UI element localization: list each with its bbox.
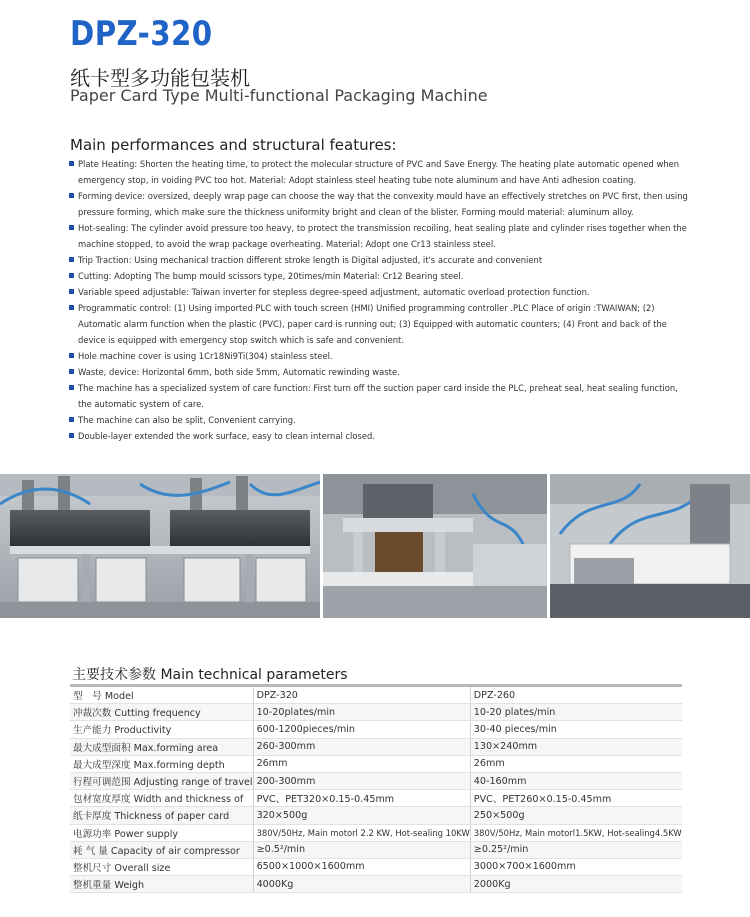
square-bullet-icon (69, 369, 74, 374)
table-row: 纸卡厚度 Thickness of paper card 320×500g 250×500g (70, 807, 682, 824)
feature-item: The machine has a specialized system of care function: First turn off the suction paper card inside the PLC, preheat seal, heat sealing function, the automatic system of care. (69, 380, 689, 412)
features-list (69, 156, 689, 444)
square-bullet-icon (69, 417, 74, 422)
feature-item: Double-layer extended the work surface, easy to clean internal closed. (69, 428, 689, 444)
square-bullet-icon (69, 289, 74, 294)
feature-item: Trip Traction: Using mechanical traction different stroke length is Digital adjusted, it's accurate and convenient (69, 252, 689, 268)
square-bullet-icon (69, 273, 74, 278)
table-row: 型 号 Model DPZ-320 DPZ-260 (70, 686, 682, 704)
feature-item: Cutting: Adopting The bump mould scissors type, 20times/min Material: Cr12 Bearing steel. (69, 268, 689, 284)
table-row: 冲裁次数 Cutting frequency 10-20plates/min 10-20 plates/min (70, 704, 682, 721)
machine-photo-sealing (550, 474, 750, 618)
table-row: 整机尺寸 Overall size 6500×1000×1600mm 3000×700×1600mm (70, 858, 682, 875)
square-bullet-icon (69, 225, 74, 230)
feature-item: Programmatic control: (1) Using imported PLC with touch screen (HMI) Unified programming controller .PLC Place of origin :TWAIWAN; (2) Automatic alarm function when the plastic (PVC), paper card is running out; (3) Equipped with automatic counters; (4) Front and back of the device is equipped with emergency stop switch which is safe and convenient. (69, 300, 689, 348)
feature-item: Hole machine cover is using 1Cr18Ni9Ti(304) stainless steel. (69, 348, 689, 364)
table-row: 最大成型面积 Max.forming area 260-300mm 130×240mm (70, 738, 682, 755)
feature-item: Plate Heating: Shorten the heating time, to protect the molecular structure of PVC and Save Energy. The heating plate automatic opened when emergency stop, in voiding PVC too hot. Material: Adopt stainless steel heating tube note aluminum and have Anti adhesion coating. (69, 156, 689, 188)
tech-params-table (70, 684, 682, 893)
machine-photo-cutting (323, 474, 547, 618)
table-row: 耗 气 量 Capacity of air compressor ≥0.5²/min ≥0.25²/min (70, 841, 682, 858)
square-bullet-icon (69, 193, 74, 198)
title-chinese: 纸卡型多功能包装机 (70, 66, 250, 90)
square-bullet-icon (69, 433, 74, 438)
feature-item: Hot-sealing: The cylinder avoid pressure too heavy, to protect the transmission recoiling, heat sealing plate and cylinder rises together when the machine stopped, to avoid the wrap package overheating. Material: Adopt one Cr13 stainless steel. (69, 220, 689, 252)
feature-item: Waste, device: Horizontal 6mm, both side 5mm, Automatic rewinding waste. (69, 364, 689, 380)
feature-item: The machine can also be split, Convenient carrying. (69, 412, 689, 428)
feature-item: Forming device: oversized, deeply wrap page can choose the way that the convexity mould have an effectively stretches on PVC first, then using pressure forming, which make sure the thickness uniformity bright and clean of the blister. Forming mould material: aluminum alloy. (69, 188, 689, 220)
table-row: 生产能力 Productivity 600-1200pieces/min 30-40 pieces/min (70, 721, 682, 738)
feature-item: Variable speed adjustable: Taiwan inverter for stepless degree-speed adjustment, automatic overload protection function. (69, 284, 689, 300)
machine-photo-strip (0, 474, 750, 618)
table-row: 行程可调范围 Adjusting range of travel 200-300mm 40-160mm (70, 772, 682, 789)
table-row: 电源功率 Power supply 380V/50Hz, Main motorl 2.2 KW, Hot-sealing 10KW 380V/50Hz, Main motorl1.5KW, Hot-sealing4.5KW (70, 824, 682, 841)
machine-photo-forming (0, 474, 320, 618)
square-bullet-icon (69, 305, 74, 310)
table-row: 包材宽度厚度 Width and thickness of PVC、PET320×0.15-0.45mm PVC、PET260×0.15-0.45mm (70, 790, 682, 807)
model-number: DPZ-320 (70, 14, 213, 54)
table-row: 整机重量 Weigh 4000Kg 2000Kg (70, 876, 682, 893)
square-bullet-icon (69, 161, 74, 166)
square-bullet-icon (69, 385, 74, 390)
tech-params-heading: 主要技术参数 Main technical parameters (72, 667, 348, 683)
table-row: 最大成型深度 Max.forming depth 26mm 26mm (70, 755, 682, 772)
features-heading: Main performances and structural features: (70, 136, 397, 154)
square-bullet-icon (69, 257, 74, 262)
square-bullet-icon (69, 353, 74, 358)
title-english: Paper Card Type Multi-functional Packaging Machine (70, 86, 488, 105)
